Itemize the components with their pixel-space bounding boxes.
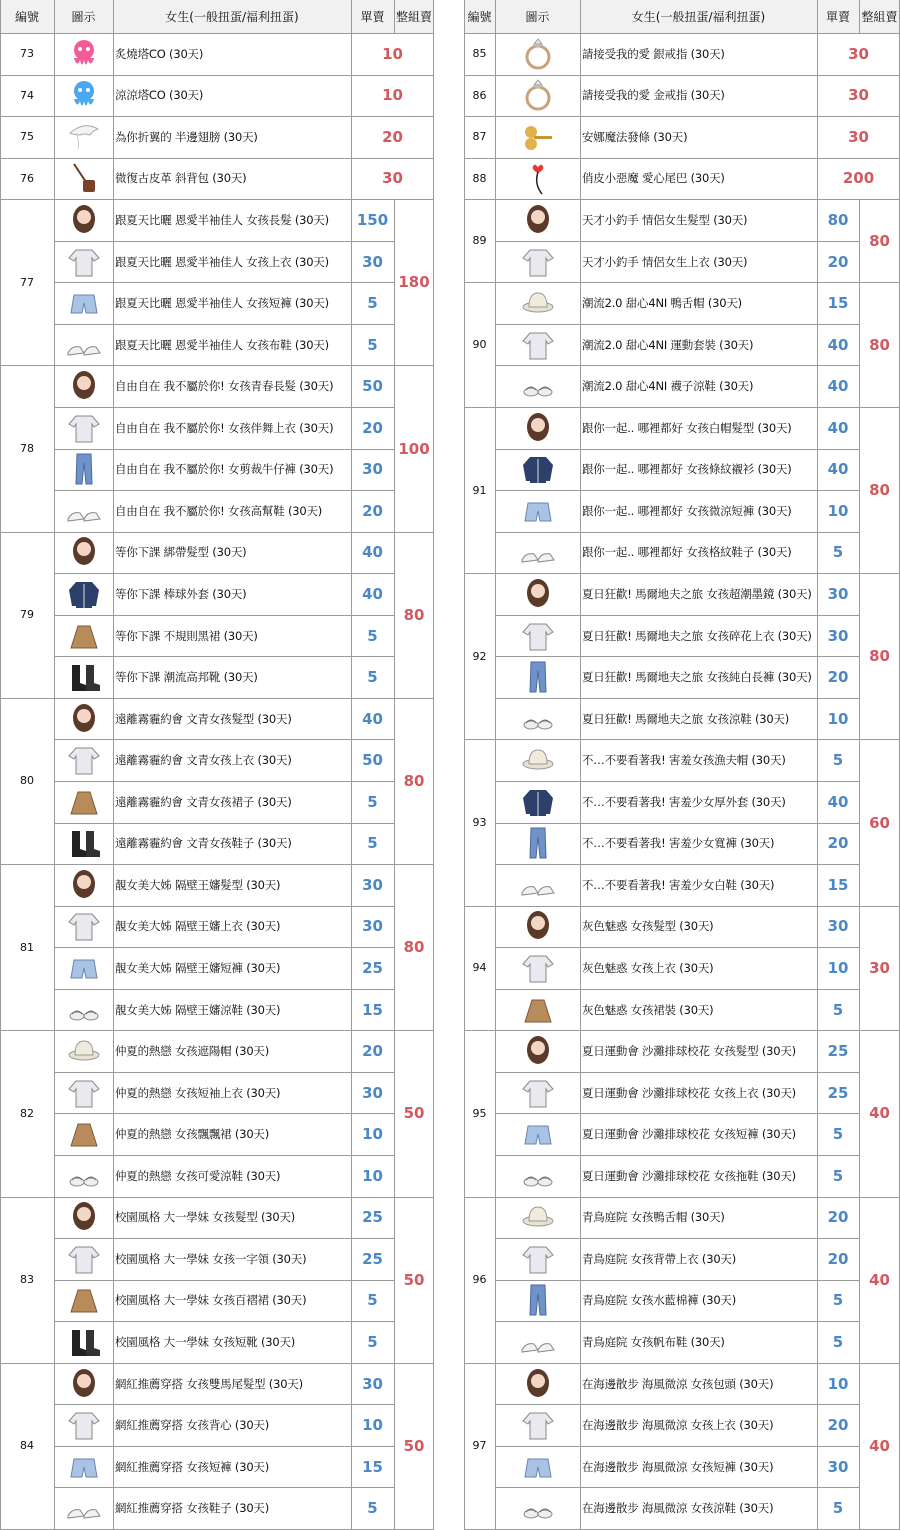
- item-name: 夏日運動會 沙灘排球校花 女孩短褲 (30天): [582, 1127, 796, 1142]
- item-number: 94: [472, 961, 487, 975]
- hair-icon: [495, 906, 580, 948]
- group-price: 180: [398, 273, 430, 292]
- single-price: 30: [848, 86, 869, 105]
- pink-octopus-icon: [54, 33, 113, 75]
- single-price: 5: [832, 1332, 844, 1351]
- item-name: 在海邊散步 海風微涼 女孩上衣 (30天): [582, 1418, 774, 1433]
- item-number: 81: [20, 940, 34, 954]
- item-name: 網紅推薦穿搭 女孩背心 (30天): [115, 1418, 270, 1433]
- single-price: 40: [827, 418, 849, 437]
- item-number: 87: [472, 130, 487, 144]
- single-price: 10: [382, 44, 403, 63]
- item-name: 等你下課 潮流高邦靴 (30天): [115, 670, 258, 685]
- group-price: 100: [398, 439, 430, 458]
- hair-icon: [495, 573, 580, 615]
- item-name: 在海邊散步 海風微涼 女孩涼鞋 (30天): [582, 1501, 774, 1516]
- item-name: 在海邊散步 海風微涼 女孩短褲 (30天): [582, 1459, 774, 1474]
- single-price: 15: [827, 875, 849, 894]
- item-number: 78: [20, 442, 34, 456]
- item-number: 73: [20, 47, 34, 61]
- hair-icon: [495, 1030, 580, 1072]
- item-number: 75: [20, 130, 34, 144]
- item-name: 在海邊散步 海風微涼 女孩包頭 (30天): [582, 1376, 774, 1391]
- item-name: 靚女美大姊 隔壁王嬸短褲 (30天): [115, 960, 281, 975]
- header-single: 單賣: [817, 0, 859, 33]
- item-name: 俏皮小惡魔 愛心尾巴 (30天): [582, 171, 725, 186]
- single-price: 30: [362, 252, 383, 271]
- item-name: 跟你一起.. 哪裡都好 女孩格紋鞋子 (30天): [582, 545, 792, 560]
- single-price: 5: [367, 1499, 378, 1518]
- left-price-table: [0, 0, 434, 1529]
- item-number: 86: [472, 88, 487, 102]
- item-name: 請接受我的愛 金戒指 (30天): [582, 88, 725, 103]
- item-name: 天才小釣手 情侶女生上衣 (30天): [582, 254, 748, 269]
- sandals-icon: [54, 989, 113, 1031]
- item-name: 遠離霧霾約會 文青女孩髮型 (30天): [115, 711, 292, 726]
- column-line: [54, 0, 55, 1529]
- item-name: 自由自在 我不屬於你! 女孩伴舞上衣 (30天): [115, 420, 334, 435]
- shorts-icon: [495, 1446, 580, 1488]
- item-name: 靚女美大姊 隔壁王嬸涼鞋 (30天): [115, 1002, 281, 1017]
- item-name: 灰色魅惑 女孩上衣 (30天): [582, 960, 714, 975]
- single-price: 5: [832, 1000, 844, 1019]
- boots-icon: [54, 823, 113, 865]
- single-price: 200: [842, 169, 875, 188]
- right-price-table: [464, 0, 900, 1529]
- sandals-icon: [495, 698, 580, 740]
- heart-tail-icon: [495, 158, 580, 200]
- item-name: 請接受我的愛 銀戒指 (30天): [582, 46, 725, 61]
- jacket-icon: [54, 573, 113, 615]
- single-price: 5: [832, 1166, 844, 1185]
- top-icon: [54, 1072, 113, 1114]
- item-name: 天才小釣手 情侶女生髮型 (30天): [582, 212, 748, 227]
- column-divider: [394, 199, 395, 365]
- single-price: 20: [362, 418, 383, 437]
- single-price: 5: [367, 626, 378, 645]
- item-name: 涼涼塔CO (30天): [115, 88, 204, 103]
- single-price: 40: [827, 335, 849, 354]
- group-price: 80: [869, 481, 890, 500]
- item-name: 等你下課 棒球外套 (30天): [115, 586, 247, 601]
- column-line: [351, 0, 352, 1529]
- item-name: 靚女美大姊 隔壁王嬸上衣 (30天): [115, 919, 281, 934]
- single-price: 30: [362, 875, 383, 894]
- single-price: 30: [827, 917, 849, 936]
- column-divider: [859, 407, 860, 573]
- single-price: 10: [827, 1374, 849, 1393]
- item-name: 自由自在 我不屬於你! 女剪裁牛仔褲 (30天): [115, 462, 334, 477]
- single-price: 5: [367, 335, 378, 354]
- single-price: 5: [367, 834, 378, 853]
- item-name: 遠離霧霾約會 文青女孩上衣 (30天): [115, 753, 292, 768]
- item-name: 夏日狂歡! 馬爾地夫之旅 女孩超潮墨鏡 (30天): [582, 586, 812, 601]
- item-name: 等你下課 綁帶髮型 (30天): [115, 545, 247, 560]
- item-number: 77: [20, 275, 34, 289]
- item-name: 網紅推薦穿搭 女孩鞋子 (30天): [115, 1501, 270, 1516]
- item-name: 跟你一起.. 哪裡都好 女孩微涼短褲 (30天): [582, 503, 792, 518]
- shoes-icon: [495, 864, 580, 906]
- single-price: 80: [827, 210, 849, 229]
- item-name: 夏日運動會 沙灘排球校花 女孩髮型 (30天): [582, 1044, 796, 1059]
- header-pic: 圖示: [54, 0, 113, 33]
- item-number: 96: [472, 1273, 487, 1287]
- group-price: 80: [869, 231, 890, 250]
- top-icon: [54, 906, 113, 948]
- ring-icon: [495, 33, 580, 75]
- column-divider: [859, 906, 860, 1031]
- header-single: 單賣: [351, 0, 394, 33]
- item-number: 76: [20, 171, 34, 185]
- single-price: 20: [827, 1208, 849, 1227]
- top-icon: [54, 1404, 113, 1446]
- item-number: 89: [472, 234, 487, 248]
- shoes-icon: [495, 532, 580, 574]
- item-name: 不…不要看著我! 害羞少女寬褲 (30天): [582, 836, 775, 851]
- group-price: 80: [869, 647, 890, 666]
- single-price: 15: [827, 294, 849, 313]
- item-name: 青鳥庭院 女孩鴨舌帽 (30天): [582, 1210, 725, 1225]
- single-price: 20: [827, 1249, 849, 1268]
- boots-icon: [54, 1321, 113, 1363]
- skirt-icon: [495, 989, 580, 1031]
- column-line: [433, 0, 434, 1529]
- item-name: 不…不要看著我! 害羞少女白鞋 (30天): [582, 877, 775, 892]
- hair-icon: [54, 1197, 113, 1239]
- sandals-icon: [54, 1155, 113, 1197]
- header-column-divider: [859, 0, 860, 33]
- hair-icon: [495, 1363, 580, 1405]
- item-name: 安娜魔法發條 (30天): [582, 129, 688, 144]
- item-number: 82: [20, 1106, 34, 1120]
- column-divider: [859, 199, 860, 282]
- single-price: 20: [827, 252, 849, 271]
- jacket-icon: [495, 781, 580, 823]
- item-name: 青鳥庭院 女孩水藍棉褲 (30天): [582, 1293, 737, 1308]
- single-price: 5: [367, 668, 378, 687]
- single-price: 40: [362, 584, 383, 603]
- item-number: 90: [472, 338, 487, 352]
- item-name: 自由自在 我不屬於你! 女孩高幫鞋 (30天): [115, 503, 323, 518]
- item-name: 夏日狂歡! 馬爾地夫之旅 女孩純白長褲 (30天): [582, 670, 812, 685]
- jacket-icon: [495, 449, 580, 491]
- single-price: 20: [827, 1416, 849, 1435]
- top-icon: [54, 407, 113, 449]
- wing-icon: [54, 116, 113, 158]
- item-number: 92: [472, 649, 487, 663]
- item-number: 84: [20, 1439, 34, 1453]
- skirt-icon: [54, 615, 113, 657]
- single-price: 30: [848, 44, 869, 63]
- top-icon: [54, 1238, 113, 1280]
- group-price: 80: [869, 335, 890, 354]
- single-price: 5: [367, 1291, 378, 1310]
- column-divider: [859, 739, 860, 905]
- single-price: 20: [827, 834, 849, 853]
- shorts-icon: [54, 947, 113, 989]
- single-price: 50: [362, 751, 383, 770]
- column-divider: [394, 698, 395, 864]
- single-price: 40: [827, 460, 849, 479]
- group-price: 40: [869, 1436, 890, 1455]
- item-name: 不…不要看著我! 害羞女孩漁夫帽 (30天): [582, 753, 786, 768]
- item-name: 自由自在 我不屬於你! 女孩青春長髮 (30天): [115, 379, 334, 394]
- single-price: 20: [362, 501, 383, 520]
- header-num: 編號: [464, 0, 495, 33]
- single-price: 5: [367, 792, 378, 811]
- item-name: 為你折翼的 半邊翅膀 (30天): [115, 129, 258, 144]
- sandals-icon: [495, 1487, 580, 1529]
- ring-icon: [495, 75, 580, 117]
- top-icon: [495, 1072, 580, 1114]
- windup-key-icon: [495, 116, 580, 158]
- item-name: 青鳥庭院 女孩帆布鞋 (30天): [582, 1334, 725, 1349]
- shoes-icon: [495, 1321, 580, 1363]
- hair-icon: [54, 365, 113, 407]
- item-name: 夏日狂歡! 馬爾地夫之旅 女孩碎花上衣 (30天): [582, 628, 812, 643]
- single-price: 25: [827, 1042, 849, 1061]
- group-price: 50: [403, 1104, 425, 1123]
- header-name: 女生(一般扭蛋/福利扭蛋): [580, 0, 817, 33]
- item-name: 跟夏天比曬 恩愛半袖佳人 女孩長髮 (30天): [115, 212, 329, 227]
- top-icon: [495, 947, 580, 989]
- skirt-icon: [54, 781, 113, 823]
- header-name: 女生(一般扭蛋/福利扭蛋): [113, 0, 351, 33]
- group-price: 60: [869, 813, 890, 832]
- column-divider: [859, 1363, 860, 1529]
- header-group: 整組賣: [859, 0, 900, 33]
- item-name: 網紅推薦穿搭 女孩雙馬尾髮型 (30天): [115, 1376, 303, 1391]
- group-price: 80: [403, 771, 425, 790]
- item-name: 校園風格 大一學妹 女孩短靴 (30天): [115, 1334, 296, 1349]
- single-price: 30: [362, 460, 383, 479]
- item-number: 97: [472, 1439, 487, 1453]
- top-icon: [495, 1404, 580, 1446]
- hair-icon: [495, 407, 580, 449]
- item-name: 校園風格 大一學妹 女孩髮型 (30天): [115, 1210, 296, 1225]
- hair-icon: [54, 698, 113, 740]
- single-price: 5: [832, 1499, 844, 1518]
- single-price: 30: [848, 127, 869, 146]
- single-price: 30: [827, 584, 849, 603]
- hat-icon: [54, 1030, 113, 1072]
- item-name: 跟夏天比曬 恩愛半袖佳人 女孩布鞋 (30天): [115, 337, 329, 352]
- column-divider: [394, 1363, 395, 1529]
- item-name: 仲夏的熱戀 女孩短袖上衣 (30天): [115, 1085, 281, 1100]
- single-price: 40: [362, 543, 383, 562]
- item-number: 88: [472, 171, 487, 185]
- top-icon: [495, 615, 580, 657]
- hat-icon: [495, 1197, 580, 1239]
- column-divider: [394, 1197, 395, 1363]
- group-price: 80: [403, 938, 425, 957]
- pants-icon: [495, 823, 580, 865]
- single-price: 30: [362, 917, 383, 936]
- single-price: 25: [362, 958, 383, 977]
- item-name: 仲夏的熱戀 女孩遮陽帽 (30天): [115, 1044, 270, 1059]
- item-name: 灰色魅惑 女孩裙裝 (30天): [582, 1002, 714, 1017]
- sandals-icon: [495, 365, 580, 407]
- item-name: 青鳥庭院 女孩背帶上衣 (30天): [582, 1251, 737, 1266]
- column-divider: [394, 864, 395, 1030]
- item-name: 遠離霧霾約會 文青女孩裙子 (30天): [115, 794, 292, 809]
- item-name: 校園風格 大一學妹 女孩一字領 (30天): [115, 1251, 307, 1266]
- header-group: 整組賣: [394, 0, 434, 33]
- item-name: 夏日運動會 沙灘排球校花 女孩上衣 (30天): [582, 1085, 796, 1100]
- top-icon: [495, 324, 580, 366]
- item-name: 等你下課 不規則黑裙 (30天): [115, 628, 258, 643]
- single-price: 10: [382, 86, 403, 105]
- single-price: 40: [362, 709, 383, 728]
- item-name: 跟你一起.. 哪裡都好 女孩白帽髮型 (30天): [582, 420, 792, 435]
- single-price: 25: [827, 1083, 849, 1102]
- hat-icon: [495, 282, 580, 324]
- group-price: 80: [403, 605, 425, 624]
- single-price: 5: [832, 1125, 844, 1144]
- column-divider: [394, 365, 395, 531]
- single-price: 50: [362, 377, 383, 396]
- column-divider: [859, 573, 860, 739]
- single-price: 20: [362, 1042, 383, 1061]
- single-price: 30: [382, 169, 403, 188]
- single-price: 30: [362, 1374, 383, 1393]
- pants-icon: [495, 656, 580, 698]
- item-name: 跟夏天比曬 恩愛半袖佳人 女孩短褲 (30天): [115, 296, 329, 311]
- item-name: 跟你一起.. 哪裡都好 女孩條紋襯衫 (30天): [582, 462, 792, 477]
- item-number: 85: [472, 47, 487, 61]
- column-divider: [394, 532, 395, 698]
- single-price: 5: [367, 294, 378, 313]
- column-line: [464, 0, 465, 1529]
- item-name: 灰色魅惑 女孩髮型 (30天): [582, 919, 714, 934]
- shoes-icon: [54, 324, 113, 366]
- single-price: 15: [362, 1457, 383, 1476]
- hair-icon: [54, 532, 113, 574]
- item-number: 83: [20, 1273, 34, 1287]
- shorts-icon: [54, 1446, 113, 1488]
- header-num: 編號: [0, 0, 54, 33]
- top-icon: [54, 739, 113, 781]
- item-name: 遠離霧霾約會 文青女孩鞋子 (30天): [115, 836, 292, 851]
- shorts-icon: [54, 282, 113, 324]
- group-price: 40: [869, 1270, 890, 1289]
- item-number: 95: [472, 1106, 487, 1120]
- item-name: 潮流2.0 甜心4NI 運動套裝 (30天): [582, 337, 754, 352]
- single-price: 40: [827, 792, 849, 811]
- single-price: 10: [827, 709, 849, 728]
- single-price: 30: [827, 626, 849, 645]
- group-price: 30: [869, 958, 890, 977]
- group-price: 40: [869, 1104, 890, 1123]
- single-price: 10: [827, 501, 849, 520]
- item-name: 微復古皮革 斜背包 (30天): [115, 171, 247, 186]
- pants-icon: [495, 1280, 580, 1322]
- single-price: 40: [827, 377, 849, 396]
- boots-icon: [54, 656, 113, 698]
- group-price: 50: [403, 1270, 425, 1289]
- column-divider: [859, 282, 860, 407]
- group-price: 50: [403, 1436, 425, 1455]
- single-price: 5: [367, 1332, 378, 1351]
- item-name: 炙燒塔CO (30天): [115, 46, 204, 61]
- item-number: 91: [472, 483, 487, 497]
- single-price: 10: [362, 1166, 383, 1185]
- single-price: 30: [827, 1457, 849, 1476]
- shorts-icon: [495, 1113, 580, 1155]
- shorts-icon: [495, 490, 580, 532]
- single-price: 5: [832, 1291, 844, 1310]
- top-icon: [54, 241, 113, 283]
- item-name: 網紅推薦穿搭 女孩短褲 (30天): [115, 1459, 270, 1474]
- header-column-divider: [394, 0, 395, 33]
- item-name: 校園風格 大一學妹 女孩百褶裙 (30天): [115, 1293, 307, 1308]
- skirt-icon: [54, 1280, 113, 1322]
- blue-octopus-icon: [54, 75, 113, 117]
- single-price: 20: [827, 668, 849, 687]
- single-price: 10: [362, 1125, 383, 1144]
- hair-icon: [54, 1363, 113, 1405]
- item-number: 80: [20, 774, 34, 788]
- sandals-icon: [495, 1155, 580, 1197]
- single-price: 10: [362, 1416, 383, 1435]
- single-price: 30: [362, 1083, 383, 1102]
- hat-icon: [495, 739, 580, 781]
- single-price: 10: [827, 958, 849, 977]
- single-price: 25: [362, 1208, 383, 1227]
- column-divider: [859, 1197, 860, 1363]
- column-line: [580, 0, 581, 1529]
- pants-icon: [54, 449, 113, 491]
- bag-icon: [54, 158, 113, 200]
- column-line: [0, 0, 1, 1529]
- header-pic: 圖示: [495, 0, 580, 33]
- column-line: [817, 0, 818, 1529]
- column-line: [113, 0, 114, 1529]
- item-name: 跟夏天比曬 恩愛半袖佳人 女孩上衣 (30天): [115, 254, 329, 269]
- single-price: 5: [832, 751, 844, 770]
- column-divider: [394, 1030, 395, 1196]
- item-number: 93: [472, 816, 487, 830]
- single-price: 20: [382, 127, 403, 146]
- top-icon: [495, 241, 580, 283]
- single-price: 5: [832, 543, 844, 562]
- single-price: 150: [356, 210, 389, 229]
- item-number: 74: [20, 88, 34, 102]
- item-name: 潮流2.0 甜心4NI 襪子涼鞋 (30天): [582, 379, 754, 394]
- column-line: [495, 0, 496, 1529]
- hair-icon: [54, 199, 113, 241]
- item-name: 夏日運動會 沙灘排球校花 女孩拖鞋 (30天): [582, 1168, 796, 1183]
- single-price: 25: [362, 1249, 383, 1268]
- hair-icon: [495, 199, 580, 241]
- item-name: 潮流2.0 甜心4NI 鴨舌帽 (30天): [582, 296, 742, 311]
- shoes-icon: [54, 490, 113, 532]
- item-name: 靚女美大姊 隔壁王嬸髮型 (30天): [115, 877, 281, 892]
- item-number: 79: [20, 608, 34, 622]
- item-name: 夏日狂歡! 馬爾地夫之旅 女孩涼鞋 (30天): [582, 711, 790, 726]
- shoes-icon: [54, 1487, 113, 1529]
- single-price: 15: [362, 1000, 383, 1019]
- skirt-icon: [54, 1113, 113, 1155]
- hair-icon: [54, 864, 113, 906]
- column-divider: [859, 1030, 860, 1196]
- item-name: 仲夏的熱戀 女孩飄飄裙 (30天): [115, 1127, 270, 1142]
- top-icon: [495, 1238, 580, 1280]
- item-name: 不…不要看著我! 害羞少女厚外套 (30天): [582, 794, 786, 809]
- item-name: 仲夏的熱戀 女孩可愛涼鞋 (30天): [115, 1168, 281, 1183]
